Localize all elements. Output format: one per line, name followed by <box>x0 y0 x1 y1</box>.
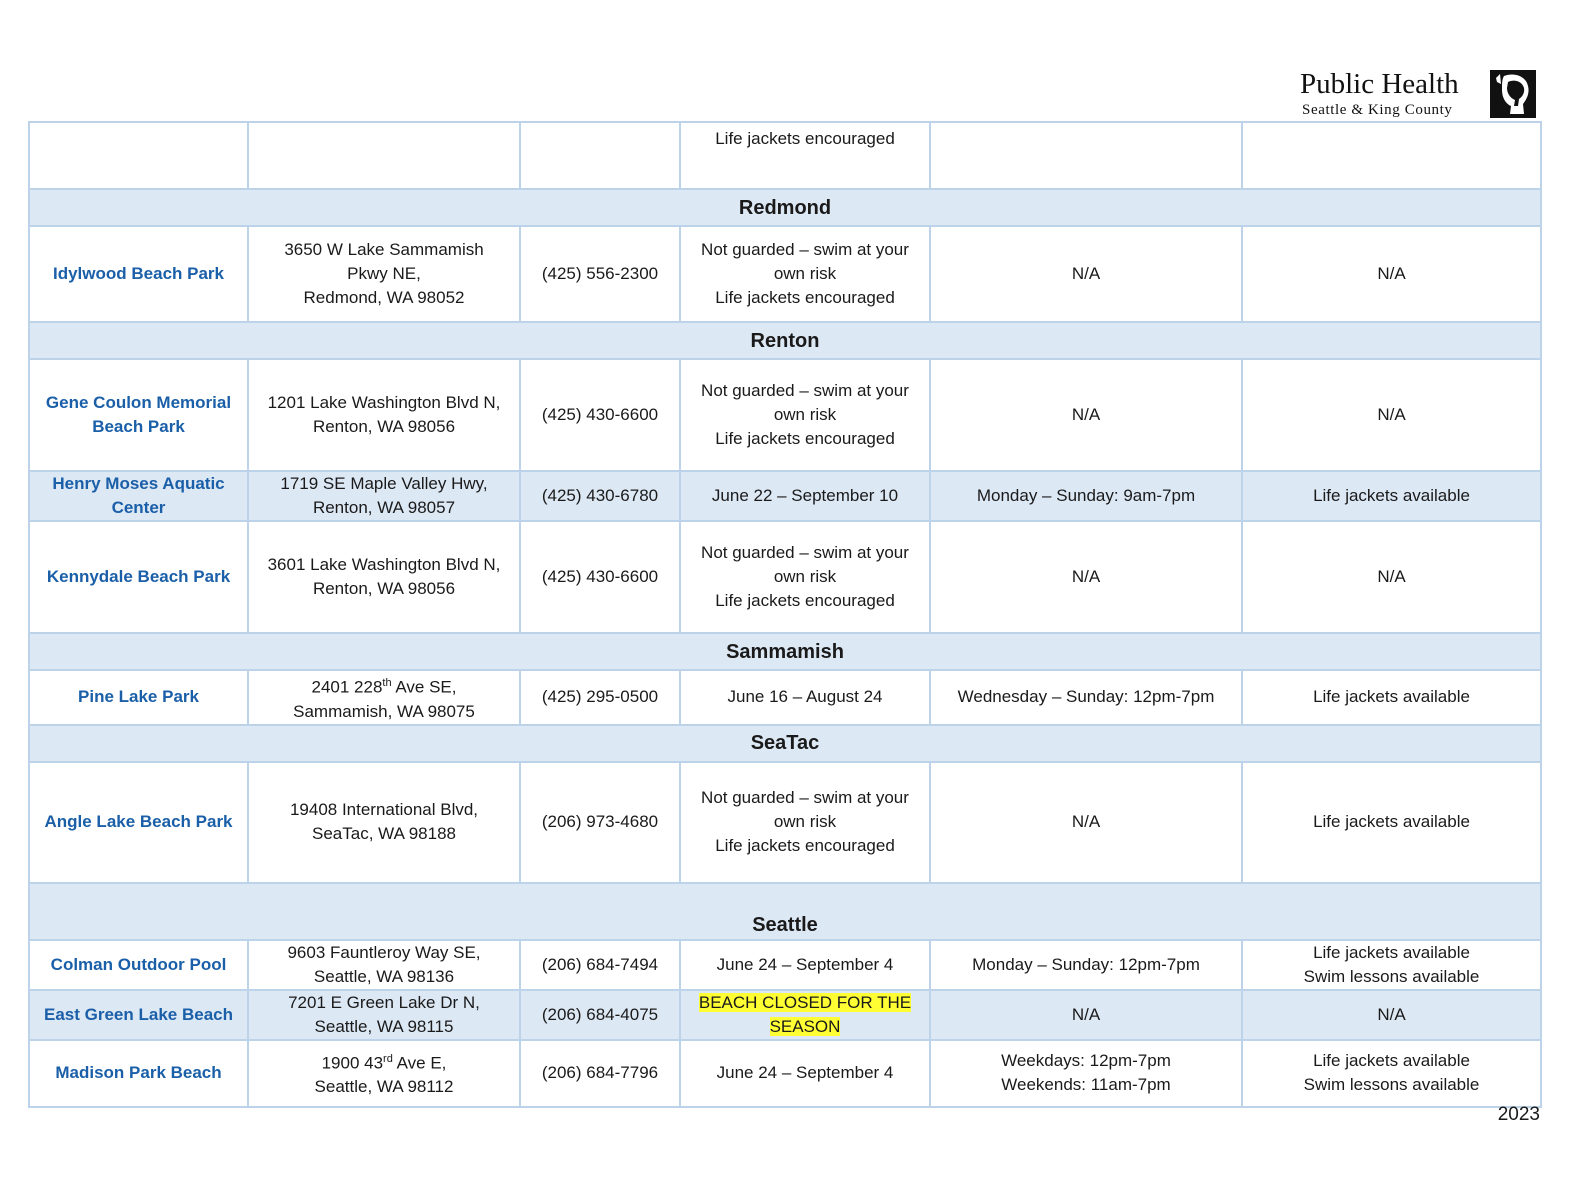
beach-name: Pine Lake Park <box>29 670 248 725</box>
section-header <box>29 189 1541 226</box>
hours-cell: Weekdays: 12pm-7pm Weekends: 11am-7pm <box>930 1040 1242 1107</box>
table-row <box>29 122 1541 189</box>
table-row <box>29 762 1541 883</box>
public-health-logo <box>1300 68 1540 122</box>
table-row <box>29 359 1541 471</box>
phone-cell: (425) 430-6600 <box>520 521 680 633</box>
notes-cell: Life jackets available Swim lessons available <box>1242 1040 1541 1107</box>
address-cell: 3601 Lake Washington Blvd N, Renton, WA 98056 <box>248 521 520 633</box>
address-cell: 1719 SE Maple Valley Hwy, Renton, WA 98057 <box>248 471 520 521</box>
phone-cell: (425) 295-0500 <box>520 670 680 725</box>
section-header <box>29 883 1541 940</box>
season-cell: June 24 – September 4 <box>680 940 930 990</box>
beach-name: Madison Park Beach <box>29 1040 248 1107</box>
season-cell: Not guarded – swim at your own risk Life jackets encouraged <box>680 226 930 322</box>
season-cell: June 16 – August 24 <box>680 670 930 725</box>
table-row <box>29 1040 1541 1107</box>
phone-cell: (425) 430-6780 <box>520 471 680 521</box>
beach-name: Colman Outdoor Pool <box>29 940 248 990</box>
hours-cell: Monday – Sunday: 9am-7pm <box>930 471 1242 521</box>
phone-cell: (425) 430-6600 <box>520 359 680 471</box>
notes-cell: Life jackets available Swim lessons available <box>1242 940 1541 990</box>
beach-name: Idylwood Beach Park <box>29 226 248 322</box>
notes-cell: Life jackets available <box>1242 471 1541 521</box>
season-cell: June 24 – September 4 <box>680 1040 930 1107</box>
table-row <box>29 940 1541 990</box>
notes-cell: Life jackets available <box>1242 670 1541 725</box>
beach-name: Gene Coulon Memorial Beach Park <box>29 359 248 471</box>
section-header <box>29 633 1541 670</box>
address-cell: 1201 Lake Washington Blvd N, Renton, WA 98056 <box>248 359 520 471</box>
section-title: SeaTac <box>29 725 1541 762</box>
section-title: Seattle <box>29 883 1541 940</box>
phone-cell: (206) 684-7796 <box>520 1040 680 1107</box>
hours-cell: N/A <box>930 762 1242 883</box>
address-cell: 1900 43rd Ave E, Seattle, WA 98112 <box>248 1040 520 1107</box>
section-title: Renton <box>29 322 1541 359</box>
beach-name: Henry Moses Aquatic Center <box>29 471 248 521</box>
hours-cell: N/A <box>930 521 1242 633</box>
logo-subtitle: Seattle & King County <box>1302 102 1453 118</box>
section-title: Sammamish <box>29 633 1541 670</box>
beach-name: East Green Lake Beach <box>29 990 248 1040</box>
phone-cell: (206) 684-7494 <box>520 940 680 990</box>
table-row <box>29 990 1541 1040</box>
phone-cell: (425) 556-2300 <box>520 226 680 322</box>
notes-cell: N/A <box>1242 226 1541 322</box>
section-title: Redmond <box>29 189 1541 226</box>
hours-cell: N/A <box>930 359 1242 471</box>
notes-cell: N/A <box>1242 359 1541 471</box>
season-cell: Not guarded – swim at your own risk Life jackets encouraged <box>680 762 930 883</box>
address-cell: 19408 International Blvd, SeaTac, WA 98188 <box>248 762 520 883</box>
hours-cell: Monday – Sunday: 12pm-7pm <box>930 940 1242 990</box>
notes-cell: N/A <box>1242 990 1541 1040</box>
season-cell: Not guarded – swim at your own risk Life jackets encouraged <box>680 359 930 471</box>
hours-cell: Wednesday – Sunday: 12pm-7pm <box>930 670 1242 725</box>
table-row <box>29 670 1541 725</box>
table-row <box>29 226 1541 322</box>
section-header <box>29 725 1541 762</box>
address-cell: 2401 228th Ave SE, Sammamish, WA 98075 <box>248 670 520 725</box>
section-header <box>29 322 1541 359</box>
address-cell: 9603 Fauntleroy Way SE, Seattle, WA 98136 <box>248 940 520 990</box>
notes-cell: Life jackets available <box>1242 762 1541 883</box>
footer-year: 2023 <box>1497 1104 1540 1125</box>
address-cell: 7201 E Green Lake Dr N, Seattle, WA 98115 <box>248 990 520 1040</box>
season-cell: Life jackets encouraged <box>680 122 930 189</box>
hours-cell: N/A <box>930 990 1242 1040</box>
season-cell: Not guarded – swim at your own risk Life jackets encouraged <box>680 521 930 633</box>
logo-portrait-icon <box>1490 70 1536 118</box>
closed-notice: BEACH CLOSED FOR THE SEASON <box>680 990 930 1040</box>
table-row <box>29 471 1541 521</box>
hours-cell: N/A <box>930 226 1242 322</box>
address-cell: 3650 W Lake Sammamish Pkwy NE, Redmond, WA 98052 <box>248 226 520 322</box>
beach-name: Kennydale Beach Park <box>29 521 248 633</box>
season-cell: June 22 – September 10 <box>680 471 930 521</box>
phone-cell: (206) 684-4075 <box>520 990 680 1040</box>
logo-title: Public Health <box>1300 68 1459 100</box>
phone-cell: (206) 973-4680 <box>520 762 680 883</box>
beach-name: Angle Lake Beach Park <box>29 762 248 883</box>
notes-cell: N/A <box>1242 521 1541 633</box>
table-row <box>29 521 1541 633</box>
beach-table <box>28 121 1542 1108</box>
